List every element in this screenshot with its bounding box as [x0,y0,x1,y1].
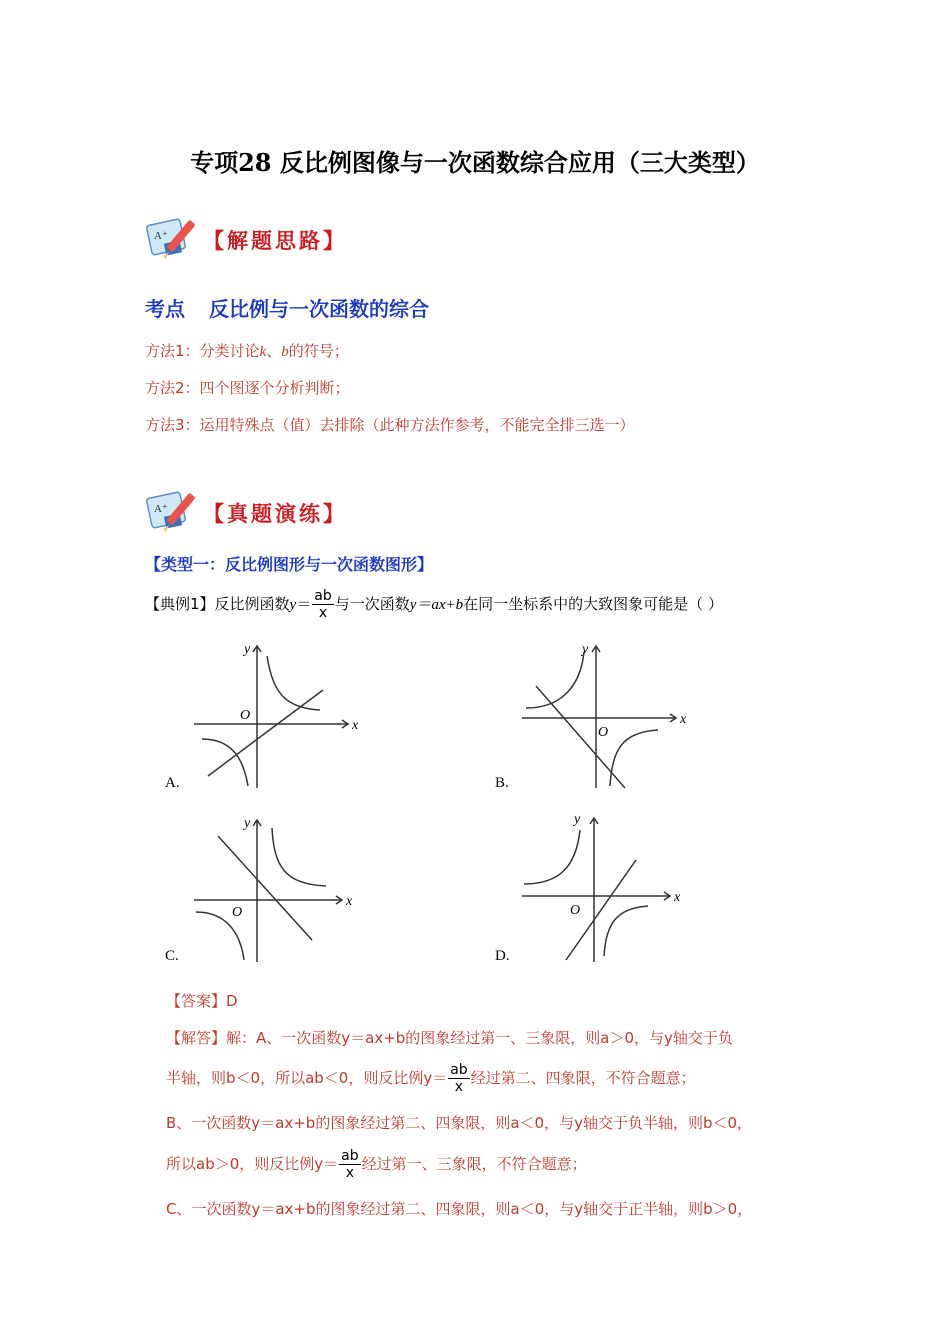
svg-text:x: x [346,894,353,909]
svg-text:O: O [570,903,581,918]
graph-option-c [190,812,360,964]
solution-line-1: 【解答】解：A、一次函数y＝ax+b的图象经过第一、三象限，则a＞0，与y轴交于负 [166,1029,733,1047]
svg-text:x: x [352,718,359,733]
page-title: 专项28 反比例图像与一次函数综合应用（三大类型） [190,148,760,177]
svg-text:y: y [582,642,589,657]
graph-option-b [518,638,698,790]
option-label-a: A. [165,775,180,791]
section-banner-practice [143,485,347,541]
banner-title: 【解题思路】 [203,229,347,253]
method-2: 方法2：四个图逐个分析判断； [145,379,350,397]
graph-option-a [190,638,360,790]
solution-line-2: 半轴，则b＜0，所以ab＜0，则反比例y＝ $\frac{ab}{x}$ 经过第二、四象限，不符合题意； [166,1062,696,1095]
fraction: $\frac{ab}{x}$ [314,588,332,621]
svg-text:x: x [680,712,687,727]
svg-text:O: O [240,708,251,723]
solution-line-3: B、一次函数y＝ax+b的图象经过第二、四象限，则a＜0，与y轴交于负半轴，则b＜0， [166,1114,753,1132]
notebook-pencil-icon [143,485,205,541]
option-label-c: C. [165,948,179,964]
svg-text:x: x [674,890,681,905]
graph-option-d [518,808,698,964]
method-3: 方法3：运用特殊点（值）去排除（此种方法作参考，不能完全排三选一） [145,416,635,434]
method-1: 方法1：分类讨论k、b的符号； [145,342,349,360]
svg-text:y: y [244,816,251,831]
section-banner-solving-ideas [143,212,347,268]
type-heading: 【类型一：反比例图形与一次函数图形】 [145,555,434,574]
example-question: 【典例1】反比例函数y＝ $\frac{ab}{x}$ 与一次函数y＝ax+b在同一坐标系中的大致图象可能是（ ） [145,588,723,621]
solution-line-5: C、一次函数y＝ax+b的图象经过第二、四象限，则a＜0，与y轴交于正半轴，则b＞0， [166,1200,753,1218]
banner-title: 【真题演练】 [203,502,347,526]
notebook-pencil-icon [143,212,205,268]
svg-text:O: O [232,905,243,920]
svg-text:y: y [574,812,581,827]
topic-label: 考点 [145,297,185,321]
svg-text:y: y [244,642,251,657]
svg-text:O: O [598,725,609,740]
svg-text:A⁺: A⁺ [154,503,168,515]
option-label-b: B. [495,775,509,791]
topic-heading [145,293,429,322]
topic-text: 反比例与一次函数的综合 [209,297,429,321]
answer-line: 【答案】D [166,992,238,1010]
solution-line-4: 所以ab＞0，则反比例y＝ $\frac{ab}{x}$ 经过第一、三象限，不符合题意； [166,1148,587,1181]
svg-text:A⁺: A⁺ [154,230,168,242]
option-label-d: D. [495,948,510,964]
